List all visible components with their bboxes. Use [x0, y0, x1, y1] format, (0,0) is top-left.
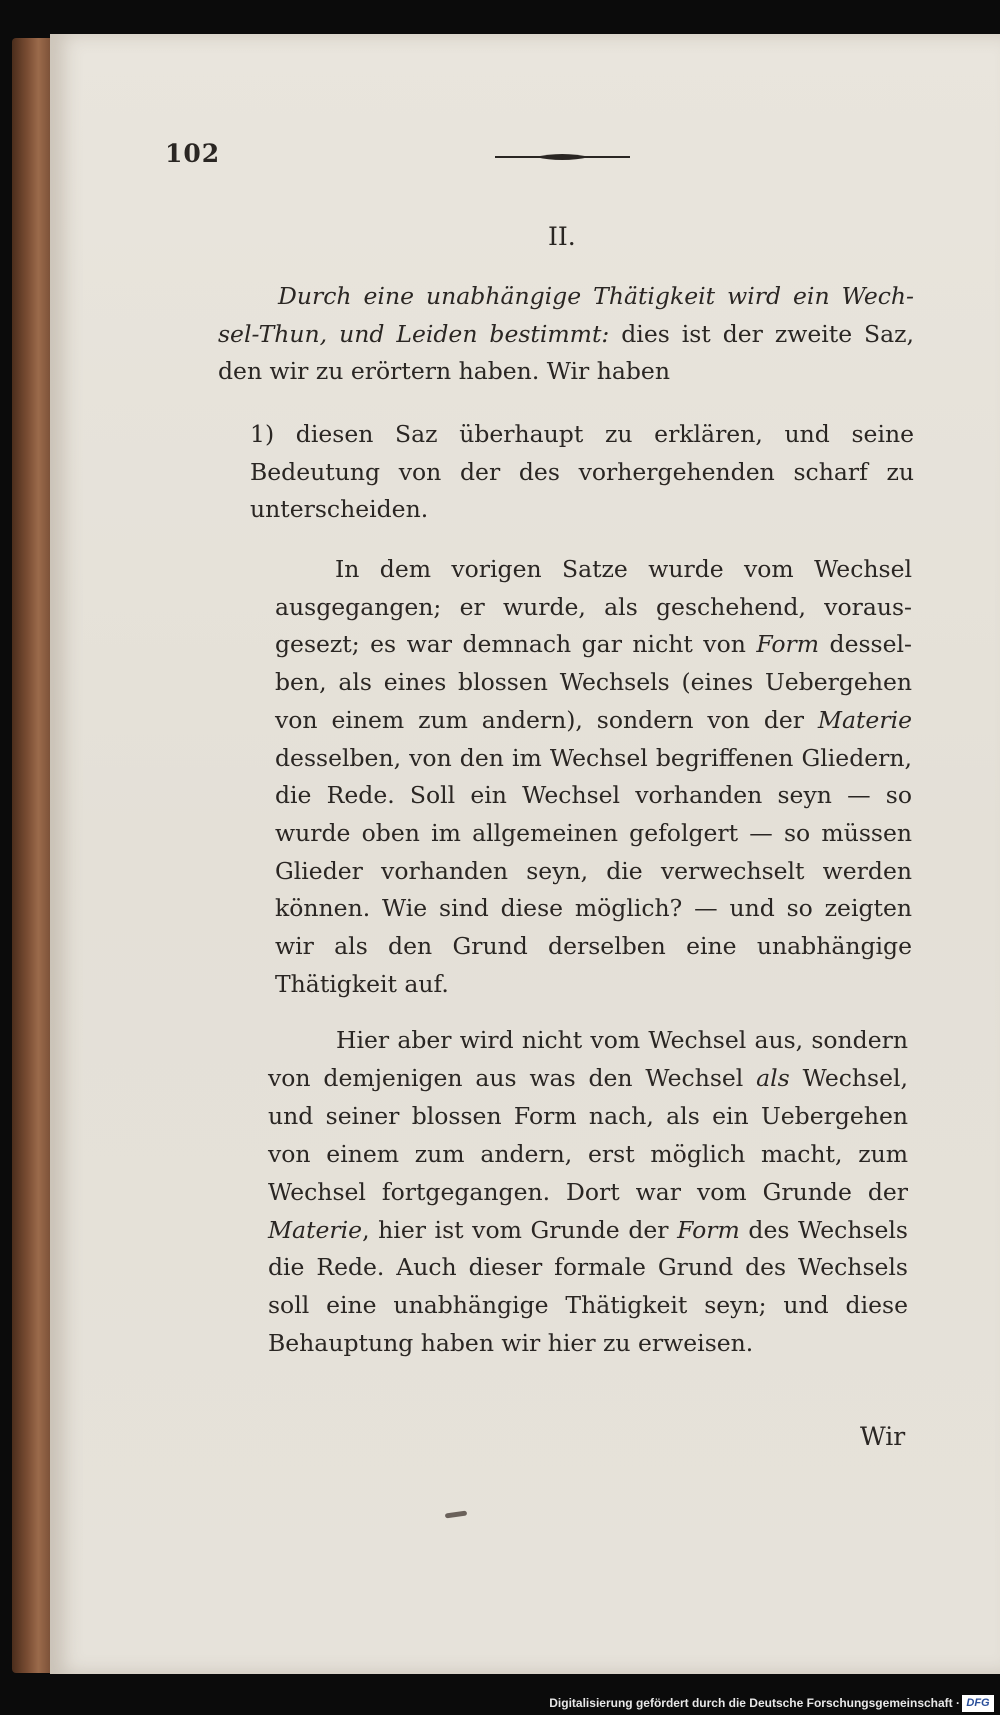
header-ornament-rule [495, 150, 630, 164]
thesis-italic: Durch eine unabhängige Thätigkeit wird ein Wechsel-Thun, und Leiden bestimmt: [218, 282, 914, 348]
para-1-text-b: desselben, als eines blossen Wechsels (eines Uebergehen von einem zum andern), sondern von der [275, 630, 912, 734]
numbered-item-1: 1) diesen Saz überhaupt zu erklären, und seine Bedeutung von der des vorhergehenden scharf zu unterscheiden. [250, 420, 914, 523]
dfg-logo: DFG [962, 1695, 994, 1712]
section-numeral: II. [548, 222, 576, 251]
body-paragraph-2 [268, 1022, 908, 1363]
para-2-text-b: Wechsel, und seiner blossen Form nach, als ein Uebergehen von einem zum andern, erst möglich macht, zum Wechsel fortgegangen. Dort war vom Grunde der [268, 1063, 908, 1206]
page-number: 102 [165, 139, 221, 168]
para-1-emphasis-form: Form [756, 630, 820, 659]
catchword: Wir [860, 1422, 906, 1451]
para-2-emphasis-materie: Materie [268, 1215, 363, 1244]
thesis-rest: dies ist der zweite Saz, den wir zu erörtern haben. Wir haben [218, 319, 915, 385]
para-2-emphasis-form: Form [677, 1215, 740, 1244]
digitization-credit: Digitalisierung gefördert durch die Deutsche Forschungsgemeinschaft · [549, 1696, 960, 1710]
para-2-text-c: , hier ist vom Grunde der [362, 1215, 678, 1244]
para-1-text-c: desselben, von den im Wechsel begriffenen Gliedern, die Rede. Soll ein Wechsel vorhanden seyn — so wurde oben im allgemeinen gefolgert — so müssen Glieder vorhanden seyn, die verwechselt werden können. Wie sind diese möglich? — und so zeigten wir als den Grund derselben eine unabhängige Thätigkeit auf. [275, 743, 912, 998]
para-1-emphasis-materie: Materie [817, 705, 912, 734]
para-1-text-a: In dem vorigen Satze wurde vom Wechsel ausgegangen; er wurde, als geschehend, vorausgesezt; es war demnach gar nicht von [275, 555, 912, 659]
body-paragraph-1 [275, 551, 912, 1003]
thesis-paragraph [218, 278, 914, 391]
para-2-text-d: des Wechsels die Rede. Auch dieser formale Grund des Wechsels soll eine unabhängige Thätigkeit seyn; und diese Behauptung haben wir hier zu erweisen. [268, 1215, 908, 1358]
para-2-emphasis-als: als [756, 1063, 790, 1092]
para-2-text-a: Hier aber wird nicht vom Wechsel aus, sondern von demjenigen aus was den Wechsel [268, 1026, 908, 1092]
